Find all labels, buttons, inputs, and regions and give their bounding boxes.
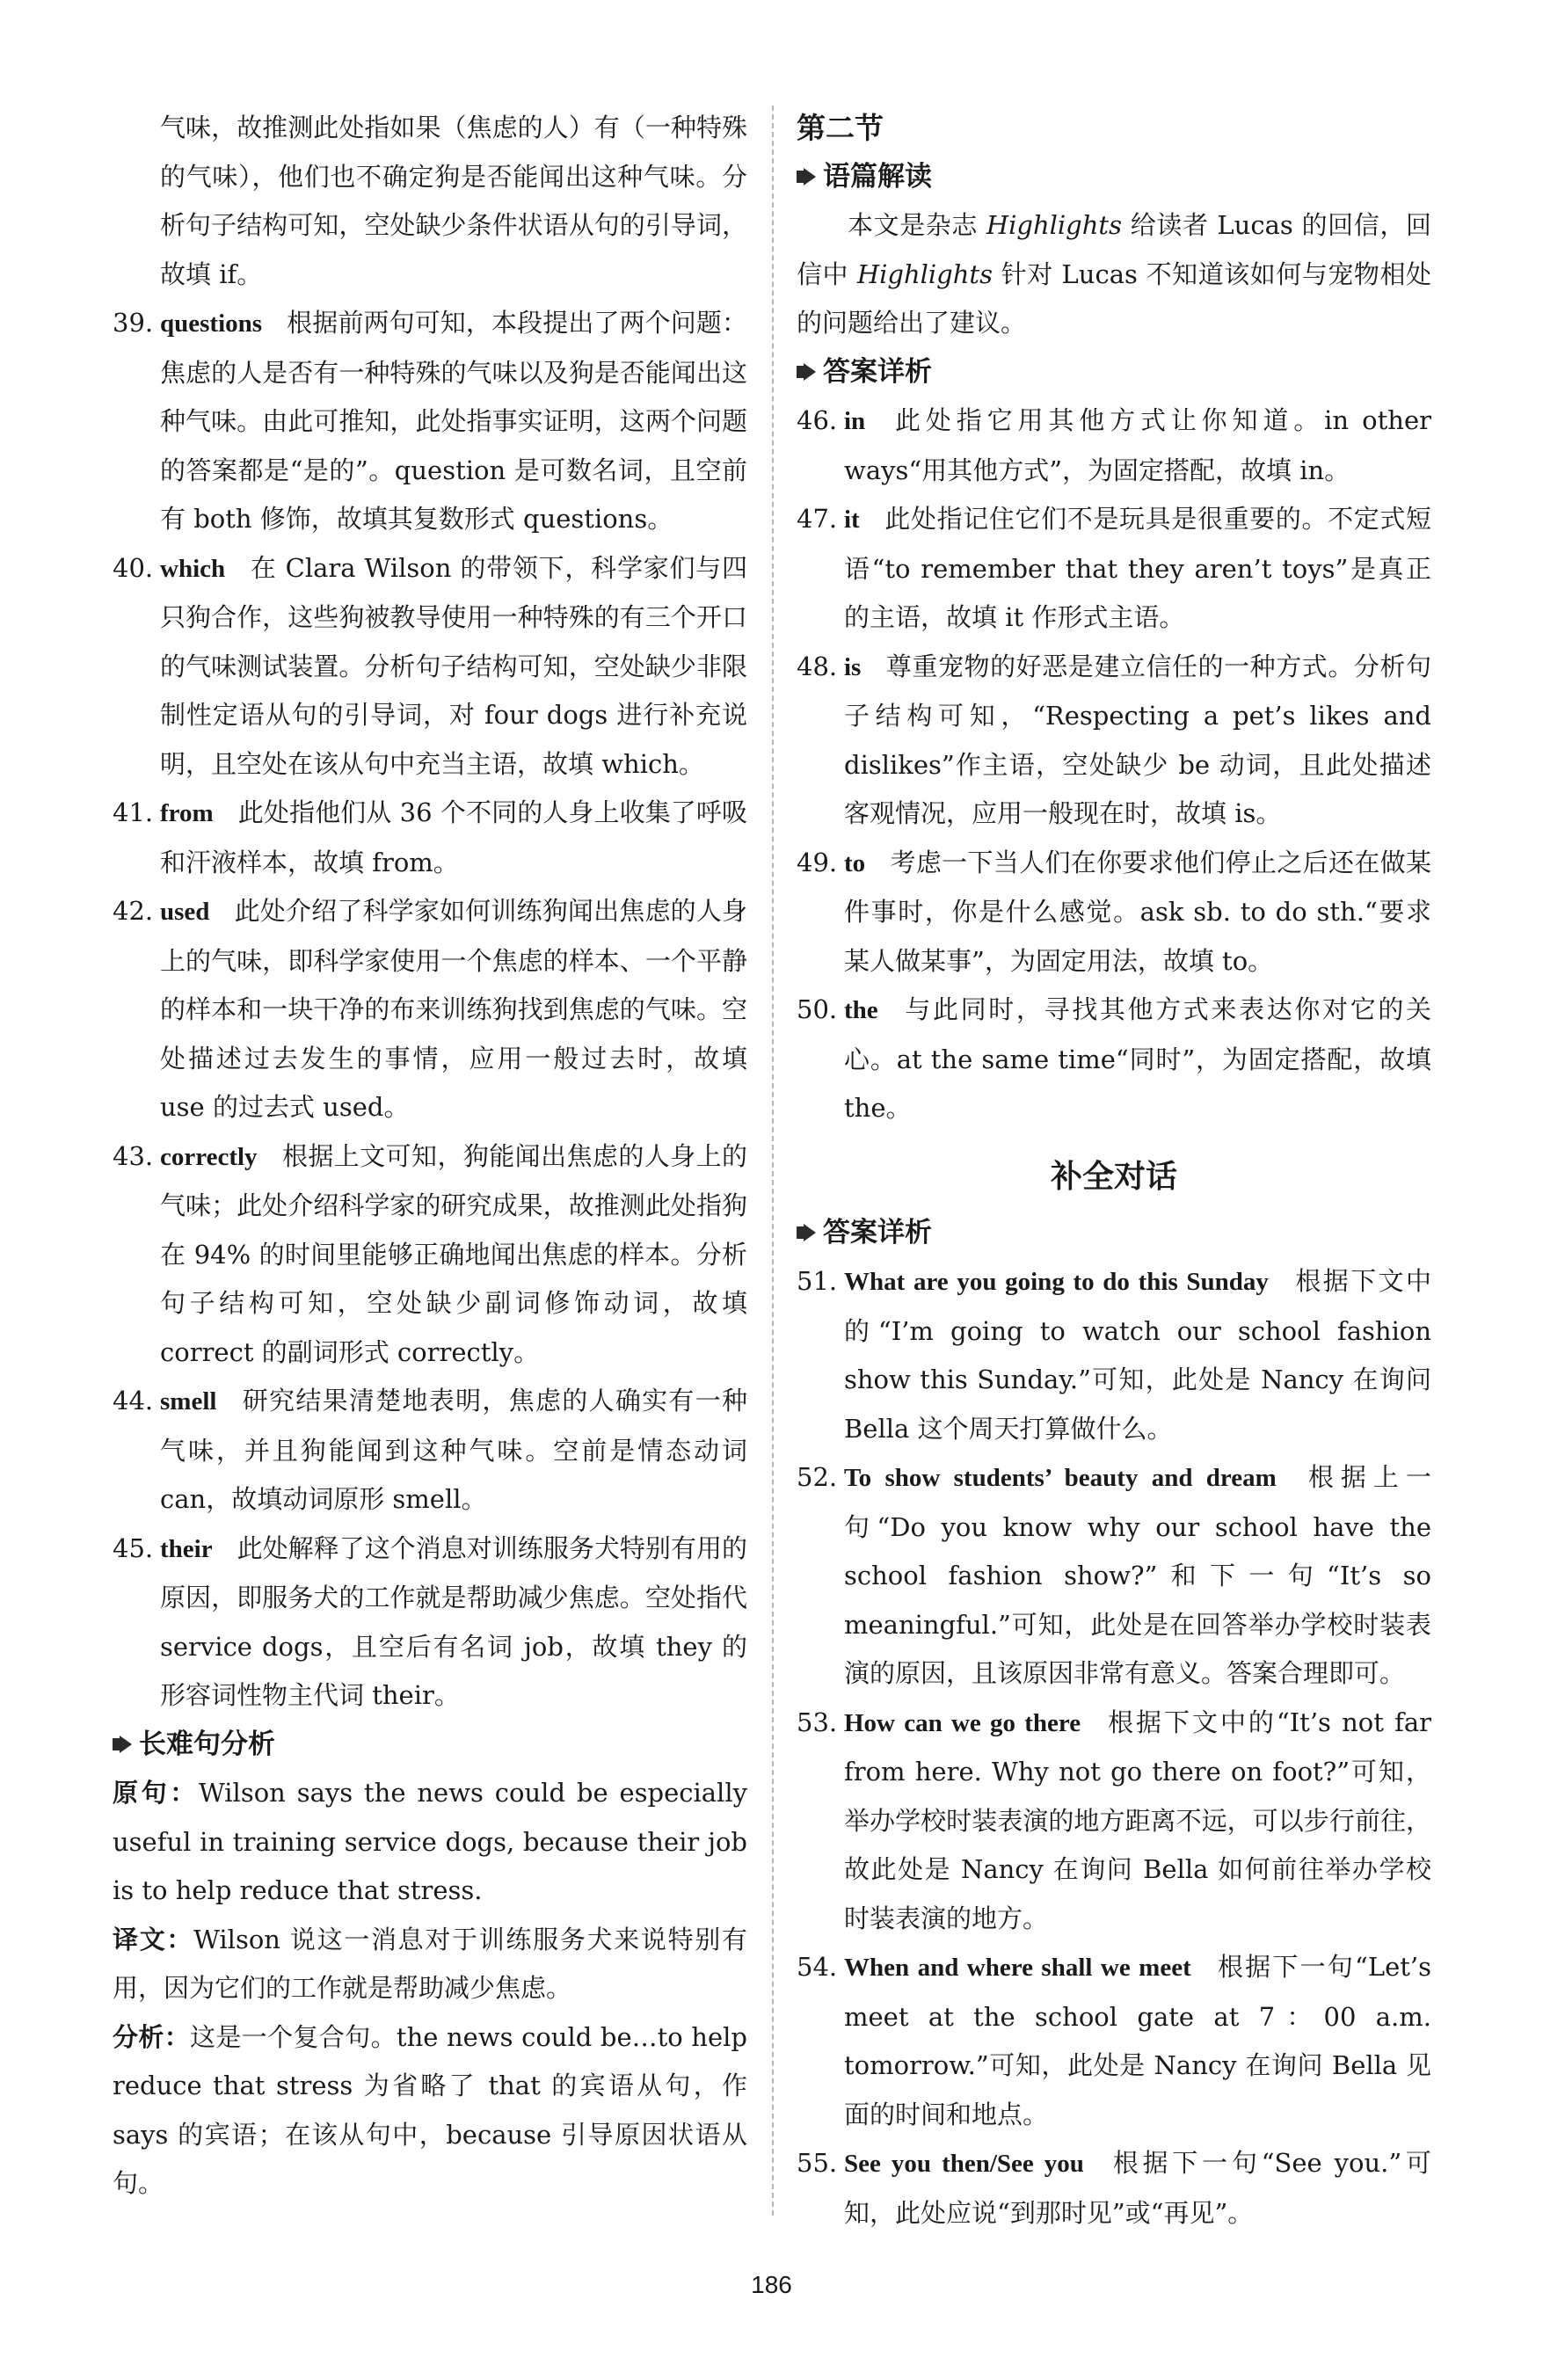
answer-item-52 — [797, 1453, 1431, 1699]
column-divider — [772, 106, 774, 2216]
answer-explanation: 根据前两句可知，本段提出了两个问题：焦虑的人是否有一种特殊的气味以及狗是否能闻出这种气味。由此可推知，此处指事实证明，这两个问题的答案都是“是的”。question 是可数名词，且空前有 both 修饰，故填其复数形式 questions。 — [160, 308, 747, 534]
item-number: 49. — [797, 847, 838, 877]
answer-key: the — [844, 996, 878, 1024]
answer-explanation: 根据上一句“Do you know why our school have the school fashion show?”和下一句“It’s so meaningful.”可知，此处是在回答举办学校时装表演的原因，且该原因非常有意义。答案合理即可。 — [844, 1462, 1431, 1688]
section-two-title: 第二节 — [797, 111, 884, 145]
answer-key: used — [160, 898, 210, 926]
original-sentence: 原句：Wilson says the news could be especially useful in training service dogs, because their job is to help reduce that stress. — [113, 1778, 747, 1905]
answer-explanation: 根据下一句“See you.”可知，此处应说“到那时见”或“再见”。 — [844, 2148, 1431, 2228]
item-number: 48. — [797, 651, 838, 681]
analysis: 分析：这是一个复合句。the news could be…to help reduce that stress 为省略了 that 的宾语从句，作 says 的宾语；在该从句中，because 引导原因状语从句。 — [113, 2021, 747, 2198]
answer-item-55 — [797, 2139, 1431, 2238]
answer-explanation: 此处解释了这个消息对训练服务犬特别有用的原因，即服务犬的工作就是帮助减少焦虑。空处指代 service dogs，且空后有名词 job，故填 they 的形容词性物主代词 their。 — [160, 1532, 747, 1710]
answer-item-47 — [797, 495, 1431, 643]
answer-explanation: 根据上文可知，狗能闻出焦虑的人身上的气味；此处介绍科学家的研究成果，故推测此处指狗在 94% 的时间里能够正确地闻出焦虑的样本。分析句子结构可知，空处缺少副词修饰动词，故填 correct 的副词形式 correctly。 — [160, 1140, 747, 1367]
answer-key: their — [160, 1534, 213, 1563]
dialog-answer-list — [797, 1257, 1431, 2238]
answer-item-42 — [113, 887, 747, 1132]
answer-explanation: 此处指他们从 36 个不同的人身上收集了呼吸和汗液样本，故填 from。 — [160, 797, 747, 877]
answer-item-49 — [797, 839, 1431, 986]
item-number: 52. — [797, 1462, 838, 1492]
answer-item-43 — [113, 1132, 747, 1378]
page-number: 186 — [751, 2271, 792, 2298]
arrow-head-icon — [804, 1224, 816, 1241]
item-number: 42. — [113, 896, 154, 926]
answer-item-39 — [113, 299, 747, 544]
item-number: 40. — [113, 552, 154, 583]
answer-item-41 — [113, 789, 747, 887]
item-number: 43. — [113, 1140, 154, 1171]
answer-item-46 — [797, 397, 1431, 495]
answer-explanation: 考虑一下当人们在你要求他们停止之后还在做某件事时，你是什么感觉。ask sb. to do sth.“要求某人做某事”，为固定用法，故填 to。 — [844, 847, 1431, 976]
answer-key: from — [160, 799, 214, 827]
answer-key: smell — [160, 1387, 217, 1416]
item-number: 51. — [797, 1266, 838, 1296]
item-number: 41. — [113, 797, 154, 827]
item-number: 55. — [797, 2148, 838, 2178]
answer-explanation: 尊重宠物的好恶是建立信任的一种方式。分析句子结构可知，“Respecting a pet’s likes and dislikes”作主语，空处缺少 be 动词，且此处描述客观情况，应用一般现在时，故填 is。 — [844, 651, 1431, 828]
answer-item-45 — [113, 1525, 747, 1721]
answer-key: it — [844, 506, 860, 534]
right-column — [797, 104, 1431, 2238]
dialog-answers-heading: 答案详析 — [797, 1209, 1431, 1258]
answer-key: questions — [160, 309, 263, 338]
arrow-icon — [797, 171, 804, 183]
answer-explanation: 根据下文中的“I’m going to watch our school fashion show this Sunday.”可知，此处是 Nancy 在询问 Bella 这个周天打算做什么。 — [844, 1266, 1431, 1444]
right-answer-list — [797, 397, 1431, 1133]
answer-key: correctly — [160, 1142, 258, 1171]
answer-explanation: 此处指它用其他方式让你知道。in other ways“用其他方式”，为固定搭配，故填 in。 — [844, 405, 1431, 485]
intro-paragraph: 气味，故推测此处指如果（焦虑的人）有（一种特殊的气味），他们也不确定狗是否能闻出这种气味。分析句子结构可知，空处缺少条件状语从句的引导词，故填 if。 — [160, 113, 747, 289]
answer-key: is — [844, 652, 862, 681]
reading-heading: 语篇解读 — [797, 153, 1431, 202]
answer-key: When and where shall we meet — [844, 1954, 1191, 1982]
dialog-section-title: 补全对话 — [1050, 1158, 1177, 1195]
item-number: 50. — [797, 994, 838, 1024]
answer-item-48 — [797, 643, 1431, 839]
item-number: 54. — [797, 1952, 838, 1982]
left-answer-list — [113, 299, 747, 1721]
answers-heading: 答案详析 — [797, 348, 1431, 397]
item-number: 46. — [797, 405, 838, 435]
answer-key: What are you going to do this Sunday — [844, 1268, 1269, 1296]
answer-item-54 — [797, 1943, 1431, 2139]
answer-explanation: 根据下文中的“It’s not far from here. Why not go there on foot?”可知，举办学校时装表演的地方距离不远，可以步行前往，故此处是 Nancy 在询问 Bella 如何前往举办学校时装表演的地方。 — [844, 1707, 1431, 1933]
item-number: 47. — [797, 504, 838, 534]
answer-explanation: 此处指记住它们不是玩具是很重要的。不定式短语“to remember that they aren’t toys”是真正的主语，故填 it 作形式主语。 — [844, 504, 1431, 632]
answer-item-50 — [797, 986, 1431, 1133]
answer-explanation: 此处介绍了科学家如何训练狗闻出焦虑的人身上的气味，即科学家使用一个焦虑的样本、一个平静的样本和一块干净的布来训练狗找到焦虑的气味。空处描述过去发生的事情，应用一般过去时，故填 use 的过去式 used。 — [160, 896, 747, 1122]
item-number: 45. — [113, 1532, 154, 1563]
answer-explanation: 在 Clara Wilson 的带领下，科学家们与四只狗合作，这些狗被教导使用一种特殊的有三个开口的气味测试装置。分析句子结构可知，空处缺少非限制性定语从句的引导词，对 four dogs 进行补充说明，且空处在该从句中充当主语，故填 which。 — [160, 552, 747, 779]
arrow-head-icon — [120, 1736, 132, 1753]
item-number: 39. — [113, 308, 154, 338]
long-sentence-heading: 长难句分析 — [113, 1721, 747, 1770]
answer-item-51 — [797, 1257, 1431, 1453]
answer-key: in — [844, 407, 866, 435]
left-column — [113, 104, 747, 2209]
answer-explanation: 研究结果清楚地表明，焦虑的人确实有一种气味，并且狗能闻到这种气味。空前是情态动词 can，故填动词原形 smell。 — [160, 1386, 747, 1514]
reading-paragraph: 本文是杂志 Highlights 给读者 Lucas 的回信，回信中 Highlights 针对 Lucas 不知道该如何与宠物相处的问题给出了建议。 — [797, 210, 1431, 338]
answer-key: which — [160, 554, 226, 583]
answer-key: How can we go there — [844, 1708, 1081, 1737]
arrow-head-icon — [804, 363, 816, 381]
translation: 译文：Wilson 说这一消息对于训练服务犬来说特别有用，因为它们的工作就是帮助减少焦虑。 — [113, 1924, 747, 2003]
answer-key: To show students’ beauty and dream — [844, 1464, 1277, 1492]
answer-item-44 — [113, 1377, 747, 1525]
answer-explanation: 根据下一句“Let’s meet at the school gate at 7：00 a.m. tomorrow.”可知，此处是 Nancy 在询问 Bella 见面的时间和地点。 — [844, 1952, 1431, 2129]
arrow-head-icon — [804, 168, 816, 186]
answer-item-40 — [113, 544, 747, 790]
arrow-icon — [797, 366, 804, 378]
arrow-icon — [797, 1226, 804, 1239]
answer-item-53 — [797, 1699, 1431, 1944]
item-number: 53. — [797, 1707, 838, 1737]
arrow-icon — [113, 1738, 120, 1750]
answer-key: to — [844, 848, 866, 877]
answer-key: See you then/See you — [844, 2150, 1084, 2178]
answer-explanation: 与此同时，寻找其他方式来表达你对它的关心。at the same time“同时”，为固定搭配，故填 the。 — [844, 994, 1431, 1123]
item-number: 44. — [113, 1386, 154, 1416]
